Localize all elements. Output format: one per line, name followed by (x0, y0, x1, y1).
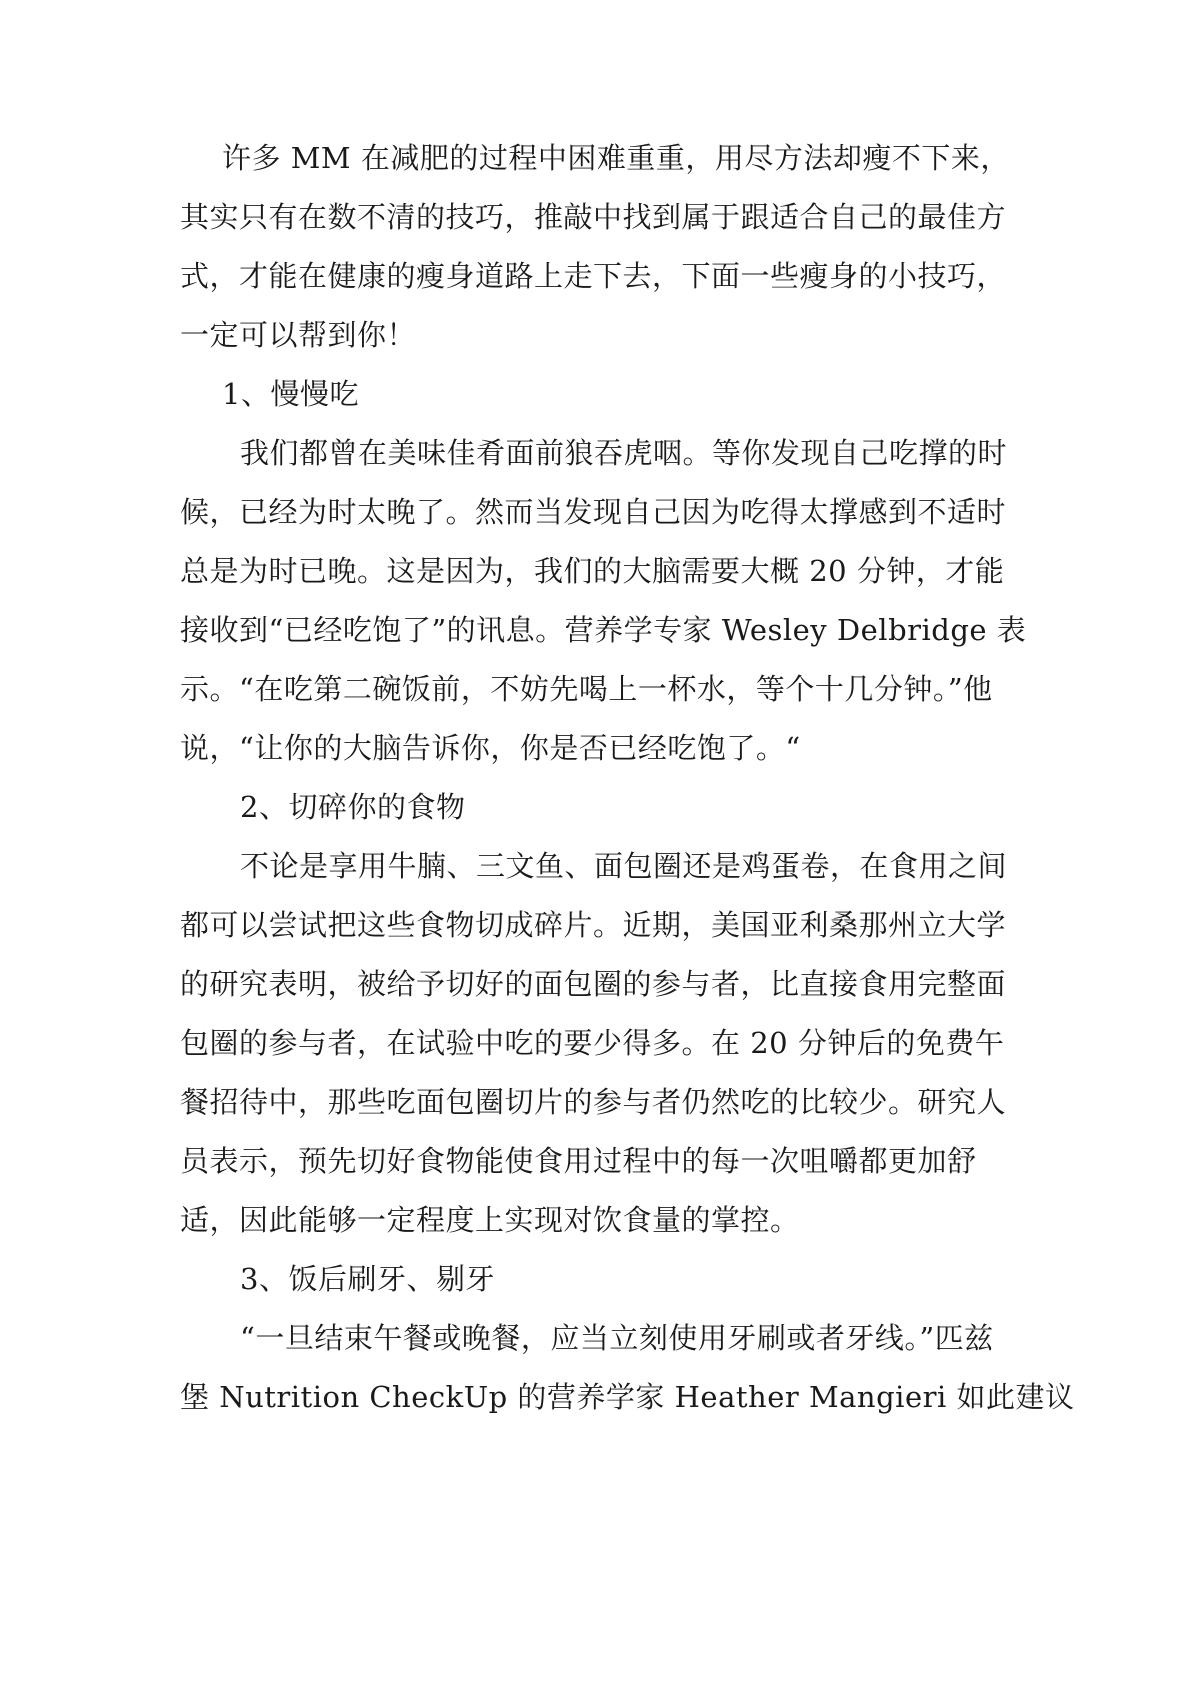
paragraph-line: 餐招待中，那些吃面包圈切片的参与者仍然吃的比较少。研究人 (180, 1085, 1007, 1119)
paragraph-line: 总是为时已晚。这是因为，我们的大脑需要大概 20 分钟，才能 (180, 554, 1005, 588)
section-heading: 2、切碎你的食物 (240, 790, 466, 824)
paragraph-line: 说，“让你的大脑告诉你，你是否已经吃饱了。“ (180, 731, 801, 765)
paragraph-line: 式，才能在健康的瘦身道路上走下去，下面一些瘦身的小技巧， (180, 259, 1007, 293)
paragraph-line: 其实只有在数不清的技巧，推敲中找到属于跟适合自己的最佳方 (180, 200, 1007, 234)
paragraph-line: “一旦结束午餐或晚餐，应当立刻使用牙刷或者牙线。”匹兹 (240, 1321, 994, 1355)
paragraph-line: 许多 MM 在减肥的过程中困难重重，用尽方法却瘦不下来， (222, 141, 1010, 175)
paragraph-line: 的研究表明，被给予切好的面包圈的参与者，比直接食用完整面 (180, 967, 1007, 1001)
paragraph-line: 一定可以帮到你！ (180, 318, 417, 352)
paragraph-line: 候，已经为时太晚了。然而当发现自己因为吃得太撑感到不适时 (180, 495, 1007, 529)
paragraph-line: 适，因此能够一定程度上实现对饮食量的掌控。 (180, 1203, 800, 1237)
section-heading: 1、慢慢吃 (222, 377, 359, 411)
paragraph-line: 员表示，预先切好食物能使食用过程中的每一次咀嚼都更加舒 (180, 1144, 977, 1178)
section-heading: 3、饭后刷牙、剔牙 (240, 1262, 495, 1296)
paragraph-line: 包圈的参与者，在试验中吃的要少得多。在 20 分钟后的免费午 (180, 1026, 1005, 1060)
paragraph-line: 我们都曾在美味佳肴面前狼吞虎咽。等你发现自己吃撑的时 (240, 436, 1008, 470)
paragraph-line: 都可以尝试把这些食物切成碎片。近期，美国亚利桑那州立大学 (180, 908, 1007, 942)
paragraph-line: 堡 Nutrition CheckUp 的营养学家 Heather Mangieri 如此建议 (180, 1380, 1075, 1414)
paragraph-line: 不论是享用牛腩、三文鱼、面包圈还是鸡蛋卷，在食用之间 (240, 849, 1008, 883)
paragraph-line: 示。“在吃第二碗饭前，不妨先喝上一杯水，等个十几分钟。”他 (180, 672, 993, 706)
paragraph-line: 接收到“已经吃饱了”的讯息。营养学专家 Wesley Delbridge 表 (180, 613, 1027, 647)
